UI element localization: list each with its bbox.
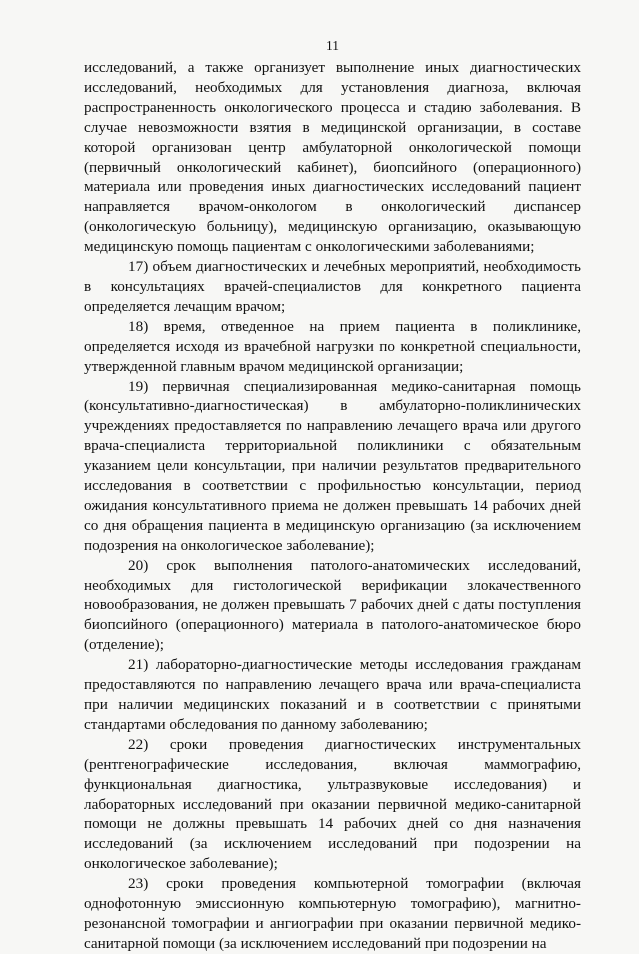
paragraph-item-17: 17) объем диагностических и лечебных мероприятий, необходимость в консультациях врачей-специалистов для конкретного пациента определяется лечащим врачом; [84,258,581,315]
paragraph-item-21: 21) лабораторно-диагностические методы исследования гражданам предоставляются по направлению лечащего врача или врача-специалиста при наличии медицинских показаний и в соответствии с принятыми стандартами обследования по данному заболеванию; [84,656,581,733]
paragraph-item-18: 18) время, отведенное на прием пациента в поликлинике, определяется исходя из врачебной нагрузки по конкретной специальности, утвержденной главным врачом медицинской организации; [84,317,581,375]
paragraph-item-22: 22) сроки проведения диагностических инструментальных (рентгенографические исследования, включая маммографию, функциональная диагностика, ультразвуковые исследования) и лабораторных исследований при оказании первичной медико-санитарной помощи не должны превышать 14 рабочих дней со дня назначения исследований (за исключением исследований при подозрении на онкологическое заболевание); [84,735,581,873]
paragraph-item-19: 19) первичная специализированная медико-санитарная помощь (консультативно-диагностическая) в амбулаторно-поликлинических учреждениях предоставляется по направлению лечащего врача или другого врача-специалиста территориальной поликлиники с обязательным указанием цели консультации, при наличии результатов предварительного исследования в соответствии с профильностью консультации, период ожидания консультативного приема не должен превышать 14 рабочих дней со дня обращения пациента в медицинскую организацию (за исключением подозрения на онкологическое заболевание); [84,377,581,554]
paragraph-item-23: 23) сроки проведения компьютерной томографии (включая однофотонную эмиссионную компьютерную томографию), магнитно-резонансной томографии и ангиографии при оказании первичной медико-санитарной помощи (за исключением исследований при подозрении на [84,875,581,952]
paragraph-item-20: 20) срок выполнения патолого-анатомических исследований, необходимых для гистологической верификации злокачественного новообразования, не должен превышать 7 рабочих дней с даты поступления биопсийного (операционного) материала в патолого-анатомическое бюро (отделение); [84,556,581,654]
paragraph-continuation: исследований, а также организует выполнение иных диагностических исследований, необходимых для установления диагноза, включая распространенность онкологического процесса и стадию заболевания. В случае невозможности взятия в медицинской организации, в составе которой организован центр амбулаторной онкологической помощи (первичный онкологический кабинет), биопсийного (операционного) материала или проведения иных диагностических исследований пациент направляется врачом-онкологом в онкологический диспансер (онкологическую больницу), медицинскую организацию, оказывающую медицинскую помощь пациентам с онкологическими заболеваниями; [84,59,581,256]
page-number: 11 [326,38,339,53]
